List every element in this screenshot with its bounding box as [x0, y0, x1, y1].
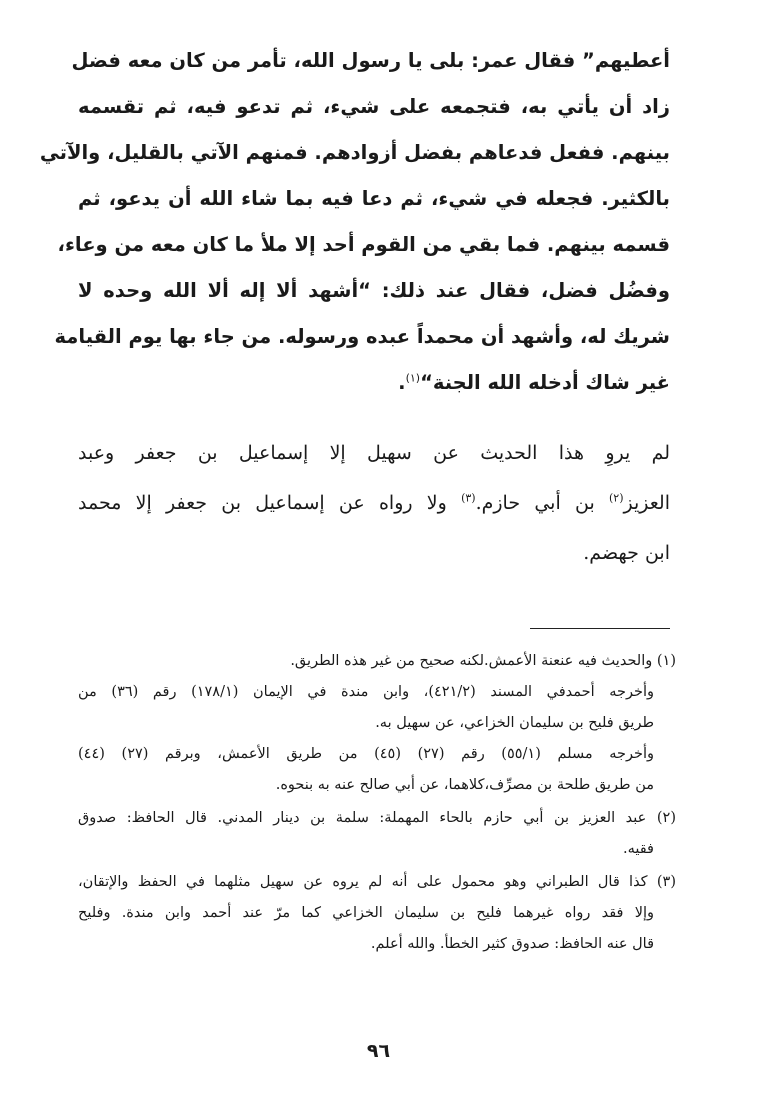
footnote-reference-1: (١): [405, 371, 421, 385]
footnote-1: [78, 646, 676, 801]
second-paragraph-line: ابن جهضم.: [583, 542, 670, 564]
main-paragraph-line: قسمه بينهم. فما بقي من القوم أحد إلا ملأ ما كان معه من وعاء،: [57, 233, 670, 256]
main-paragraph-line-text: غير شاك أدخله الله الجنة“: [420, 371, 670, 394]
footnote-line: فقيه.: [622, 841, 654, 857]
footnote-line: وأخرجه مسلم (٥٥/١) رقم (٢٧) (٤٥) من طريق الأعمش، وبرقم (٢٧) (٤٤): [78, 746, 654, 762]
main-paragraph-line: بالكثير. فجعله في شيء، ثم دعا فيه بما شاء الله أن يدعو، ثم: [78, 187, 670, 210]
footnote-line: وإلا فقد رواه غيرهما فليح بن سليمان الخزاعي كما مرّ عند أحمد وابن مندة. وفليح: [78, 905, 654, 921]
second-paragraph-line: لم يروِ هذا الحديث عن سهيل إلا إسماعيل بن جعفر وعبد: [78, 442, 670, 464]
footnote-separator-rule: [530, 628, 670, 629]
footnote-line: (٣) كذا قال الطبراني وهو محمول على أنه لم يروه عن سهيل مثلهما في الحفظ والإتقان،: [78, 874, 676, 890]
footnote-2: [78, 803, 676, 865]
footnote-line: طريق فليح بن سليمان الخزاعي، عن سهيل به.: [375, 715, 654, 731]
second-paragraph-text: ولا رواه عن إسماعيل بن جعفر إلا محمد: [78, 492, 462, 514]
footnote-line: (١) والحديث فيه عنعنة الأعمش.لكنه صحيح من غير هذه الطريق.: [290, 653, 676, 669]
main-paragraph-line: زاد أن يأتي به، فتجمعه على شيء، ثم تدعو فيه، ثم تقسمه: [78, 95, 670, 118]
page-number: ٩٦: [366, 1040, 391, 1062]
main-paragraph-line: بينهم. ففعل فدعاهم بفضل أزوادهم. فمنهم الآتي بالقليل، والآتي: [39, 141, 670, 164]
footnote-3: [78, 867, 676, 960]
footnote-line: قال عنه الحافظ: صدوق كثير الخطأ. والله أعلم.: [370, 936, 654, 952]
main-text-block: [39, 38, 670, 578]
footnotes-section: [78, 646, 676, 960]
second-paragraph: [78, 428, 670, 578]
footnote-reference-3: (٣): [461, 491, 476, 505]
main-paragraph: [39, 38, 670, 406]
main-paragraph-line: وفضُل فضل، فقال عند ذلك: “أشهد ألا إله ألا الله وحده لا: [78, 279, 670, 302]
main-paragraph-line: شريك له، وأشهد أن محمداً عبده ورسوله. من جاء بها يوم القيامة: [54, 325, 670, 348]
footnote-line: وأخرجه أحمدفي المسند (٤٢١/٢)، وابن مندة في الإيمان (١٧٨/١) رقم (٣٦) من: [78, 684, 654, 700]
main-paragraph-last-line: [78, 360, 670, 406]
second-paragraph-text: بن أبي حازم.: [475, 492, 609, 514]
main-paragraph-line-end: .: [398, 371, 406, 394]
footnote-line: من طريق طلحة بن مصرِّف،كلاهما، عن أبي صالح عنه به بنحوه.: [275, 777, 654, 793]
main-paragraph-line: أعطيهم” فقال عمر: بلى يا رسول الله، تأمر من كان معه فضل: [71, 49, 670, 72]
footnote-reference-2: (٢): [608, 491, 624, 505]
second-paragraph-line: [78, 478, 670, 528]
second-paragraph-text: العزيز: [623, 492, 670, 514]
footnote-line: (٢) عبد العزيز بن أبي حازم بالحاء المهملة: سلمة بن دينار المدني. قال الحافظ: صدوق: [78, 810, 676, 826]
